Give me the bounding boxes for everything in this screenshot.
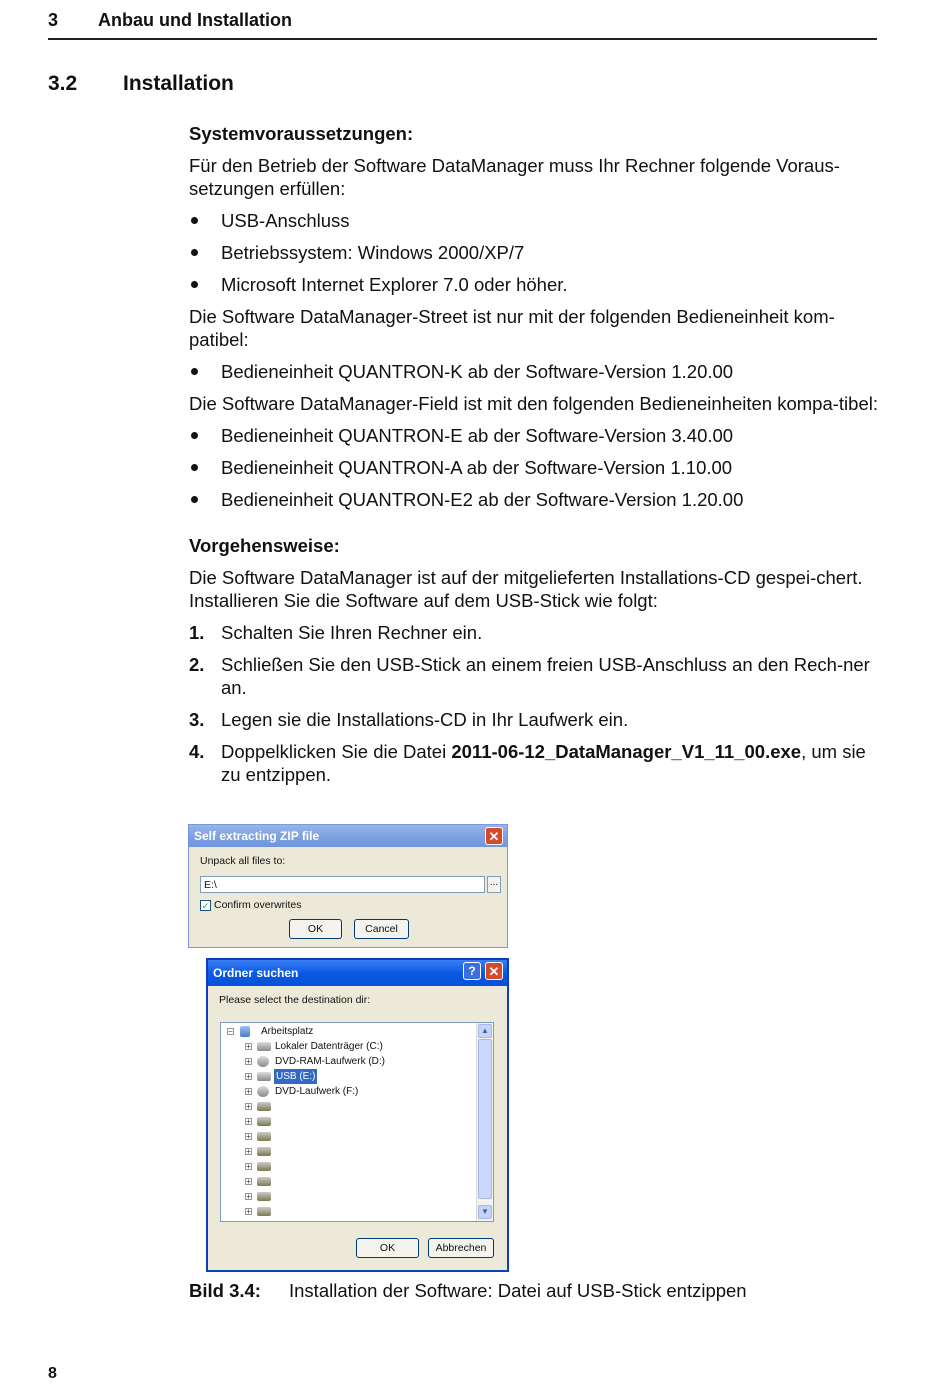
chapter-title: Anbau und Installation [98, 10, 292, 30]
cancel-button[interactable]: Cancel [354, 919, 409, 939]
ok-button[interactable]: OK [356, 1238, 419, 1258]
field-list [189, 424, 879, 511]
list-item: USB-Anschluss [189, 209, 879, 232]
expand-icon[interactable]: + [246, 1072, 251, 1081]
figure-caption-text: Installation der Software: Datei auf USB-Stick entzippen [289, 1280, 747, 1301]
folder-tree[interactable]: − Arbeitsplatz + Lokaler Datenträger (C:) + DVD-RAM-Laufwerk (D:) + USB (E:) + DVD-Laufwerk (F:) + + + + + + + + ▲ ▼ [220, 1022, 494, 1222]
expand-icon[interactable]: + [246, 1042, 251, 1051]
folder-dialog-titlebar [208, 960, 507, 986]
zip-dialog [188, 824, 508, 948]
step-item: 2. Schließen Sie den USB-Stick an einem freien USB-Anschluss an den Rech-ner an. [189, 654, 870, 698]
section-heading [48, 72, 234, 96]
network-drive-icon [257, 1147, 271, 1156]
bullet-icon [191, 249, 198, 256]
bullet-icon [191, 464, 198, 471]
expand-icon[interactable]: + [246, 1087, 251, 1096]
abbrechen-button[interactable]: Abbrechen [428, 1238, 494, 1258]
requirements-heading: Systemvoraussetzungen: [189, 123, 414, 144]
section-title: Installation [123, 72, 234, 95]
network-drive-icon [257, 1207, 271, 1216]
bullet-icon [191, 281, 198, 288]
collapse-icon[interactable]: − [228, 1027, 233, 1036]
close-icon[interactable]: ✕ [485, 827, 503, 845]
bullet-icon [191, 496, 198, 503]
list-item: Betriebssystem: Windows 2000/XP/7 [189, 241, 879, 264]
page-number: 8 [48, 1365, 57, 1382]
figure-label: Bild 3.4: [189, 1280, 261, 1301]
step-number: 4. [189, 741, 205, 762]
folder-dialog [206, 958, 509, 1272]
confirm-overwrites-checkbox[interactable]: ✓ [201, 901, 210, 911]
bullet-icon [191, 368, 198, 375]
section-number: 3.2 [48, 72, 78, 95]
step-item: 4. Doppelklicken Sie die Datei 2011-06-12_DataManager_V1_11_00.exe, um sie zu entzippen. [189, 741, 866, 785]
list-item: Bedieneinheit QUANTRON-E ab der Software-Version 3.40.00 [189, 424, 879, 447]
scroll-thumb[interactable] [478, 1039, 492, 1199]
step-number: 2. [189, 654, 205, 675]
list-item: Bedieneinheit QUANTRON-A ab der Software-Version 1.10.00 [189, 456, 879, 479]
bullet-icon [191, 217, 198, 224]
network-drive-icon [257, 1132, 271, 1141]
usb-drive-icon [257, 1072, 271, 1081]
section-body [189, 122, 879, 795]
computer-icon [240, 1026, 250, 1037]
street-list [189, 360, 879, 383]
bullet-icon [191, 432, 198, 439]
browse-button[interactable]: ... [487, 876, 501, 893]
step-number: 1. [189, 622, 205, 643]
destination-path-input[interactable]: E:\ [200, 876, 485, 893]
ok-button[interactable]: OK [289, 919, 342, 939]
tree-scrollbar[interactable] [476, 1023, 493, 1221]
street-intro: Die Software DataManager-Street ist nur mit der folgenden Bedieneinheit kom-patibel: [189, 306, 835, 350]
close-icon[interactable]: ✕ [485, 962, 503, 980]
expand-icon[interactable]: + [246, 1057, 251, 1066]
procedure-heading: Vorgehensweise: [189, 535, 340, 556]
requirements-list [189, 209, 879, 296]
list-item: Microsoft Internet Explorer 7.0 oder höher. [189, 273, 879, 296]
figure-caption [189, 1280, 747, 1302]
step-item: 1. Schalten Sie Ihren Rechner ein. [189, 622, 483, 643]
confirm-overwrites-label: Confirm overwrites [214, 899, 302, 911]
procedure-steps [189, 621, 879, 786]
scroll-down-icon[interactable]: ▼ [478, 1205, 492, 1219]
network-drive-icon [257, 1102, 271, 1111]
zip-dialog-titlebar [189, 825, 507, 847]
folder-dialog-title: Ordner suchen [213, 966, 299, 980]
list-item: Bedieneinheit QUANTRON-K ab der Software-Version 1.20.00 [189, 360, 879, 383]
network-drive-icon [257, 1192, 271, 1201]
page-header [48, 8, 877, 40]
help-icon[interactable]: ? [463, 962, 481, 980]
unpack-label: Unpack all files to: [200, 855, 286, 867]
network-drive-icon [257, 1177, 271, 1186]
dvd-drive-icon [257, 1086, 269, 1097]
list-item: Bedieneinheit QUANTRON-E2 ab der Software-Version 1.20.00 [189, 488, 879, 511]
field-intro: Die Software DataManager-Field ist mit den folgenden Bedieneinheiten kompa-tibel: [189, 393, 878, 414]
chapter-number: 3 [48, 10, 59, 30]
zip-dialog-title: Self extracting ZIP file [194, 829, 320, 843]
file-name: 2011-06-12_DataManager_V1_11_00.exe [451, 741, 802, 762]
dvd-drive-icon [257, 1056, 269, 1067]
procedure-intro: Die Software DataManager ist auf der mitgelieferten Installations-CD gespei-chert. Installieren Sie die Software auf dem USB-Stick wie folgt: [189, 567, 863, 611]
network-drive-icon [257, 1117, 271, 1126]
folder-prompt: Please select the destination dir: [219, 994, 371, 1006]
requirements-intro: Für den Betrieb der Software DataManager muss Ihr Rechner folgende Voraus-setzungen erfüllen: [189, 155, 840, 199]
network-drive-icon [257, 1162, 271, 1171]
hard-drive-icon [257, 1042, 271, 1051]
step-number: 3. [189, 709, 205, 730]
step-item: 3. Legen sie die Installations-CD in Ihr Laufwerk ein. [189, 709, 629, 730]
scroll-up-icon[interactable]: ▲ [478, 1024, 492, 1038]
